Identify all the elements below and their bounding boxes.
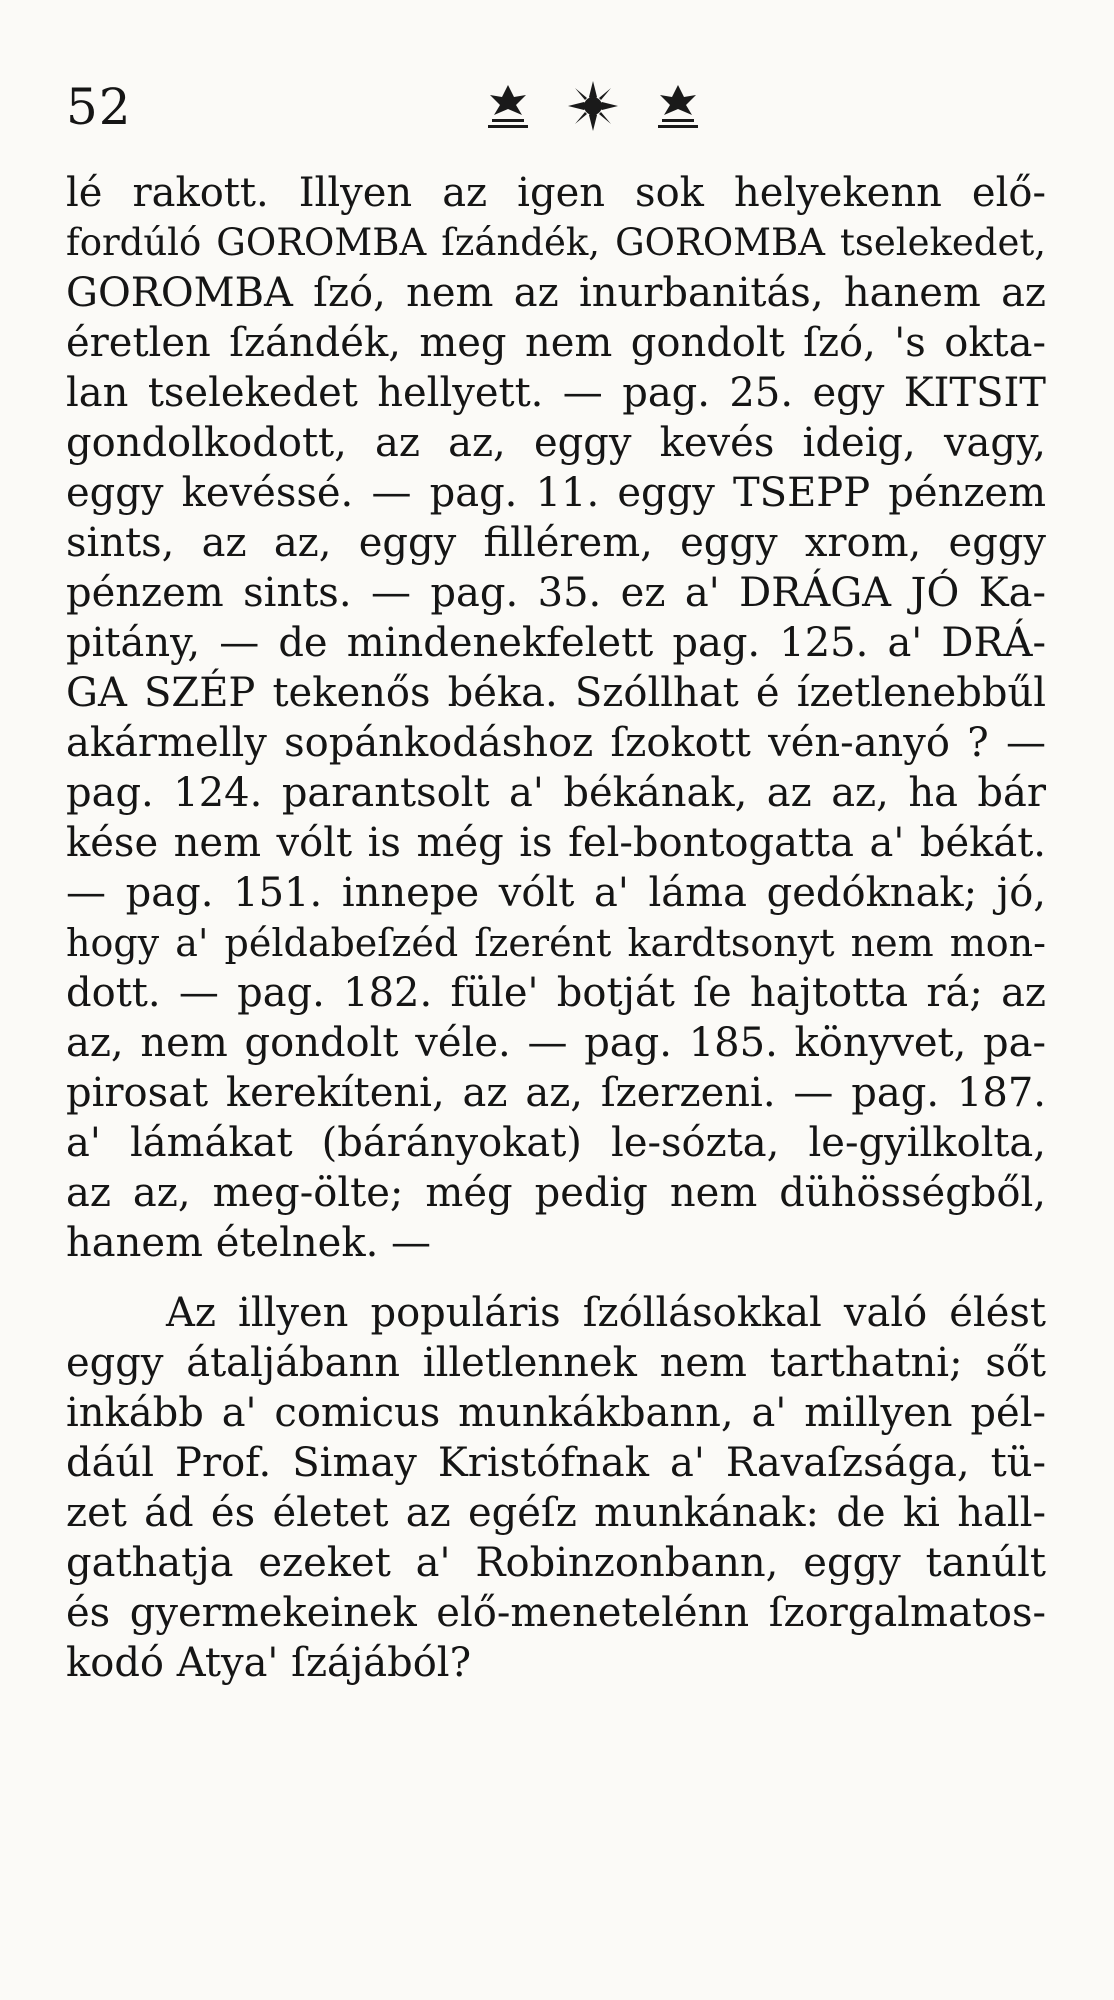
- text-line: és gyermekeinek elő-menetelénn ſzorgalmatos-: [66, 1590, 1046, 1636]
- text-line: eggy kevéssé. — pag. 11. eggy TSEPP pénzem: [66, 470, 1046, 516]
- text-line: pag. 124. parantsolt a' békának, az az, ha bár: [66, 770, 1046, 816]
- text-line: GOROMBA ſzó, nem az inurbanitás, hanem az: [66, 270, 1046, 316]
- text-line: Az illyen populáris ſzóllásokkal való élést: [166, 1290, 1046, 1336]
- text-line: pénzem sints. — pag. 35. ez a' DRÁGA JÓ Ka-: [66, 570, 1046, 616]
- star-ornament-icon: [566, 79, 620, 133]
- paragraph-2: [66, 1288, 1046, 1688]
- text-line: a' lámákat (bárányokat) le-sózta, le-gyilkolta,: [66, 1120, 1046, 1166]
- page-header: [66, 78, 1046, 138]
- text-line: kodó Atya' ſzájából?: [66, 1640, 472, 1686]
- text-line: éretlen ſzándék, meg nem gondolt ſzó, 's okta-: [66, 320, 1046, 366]
- paragraph-1: [66, 168, 1046, 1268]
- fleuron-ornament-icon: [654, 79, 702, 133]
- text-line: az, nem gondolt véle. — pag. 185. könyvet, pa-: [66, 1020, 1046, 1066]
- text-line: eggy átaljábann illetlennek nem tarthatni; sőt: [66, 1340, 1046, 1386]
- text-line: kése nem vólt is még is fel-bontogatta a' békát.: [66, 820, 1046, 866]
- fleuron-ornament-icon: [484, 79, 532, 133]
- text-line: dáúl Prof. Simay Kristófnak a' Ravaſzsága, tü-: [66, 1440, 1046, 1486]
- text-line: gondolkodott, az az, eggy kevés ideig, vagy,: [66, 420, 1046, 466]
- text-line: — pag. 151. innepe vólt a' láma gedóknak; jó,: [66, 870, 1046, 916]
- text-line: lé rakott. Illyen az igen sok helyekenn elő-: [66, 170, 1046, 216]
- text-line: hogy a' példabeſzéd ſzerént kardtsonyt nem mon-: [66, 921, 1046, 965]
- text-line: az az, meg-ölte; még pedig nem dühösségből,: [66, 1170, 1046, 1216]
- body-text: [66, 168, 1046, 1688]
- text-line: akármelly sopánkodáshoz ſzokott vén-anyó ? —: [66, 720, 1046, 766]
- page-number: 52: [66, 78, 132, 136]
- text-line: hanem ételnek. —: [66, 1220, 431, 1266]
- text-line: GA SZÉP tekenős béka. Szóllhat é ízetlenebbűl: [66, 670, 1046, 716]
- text-line: dott. — pag. 182. füle' botját ſe hajtotta rá; az: [66, 970, 1046, 1016]
- text-line: zet ád és életet az egéſz munkának: de ki hall-: [66, 1490, 1046, 1536]
- text-line: fordúló GOROMBA ſzándék, GOROMBA tselekedet,: [66, 221, 1046, 264]
- text-line: pirosat kerekíteni, az az, ſzerzeni. — pag. 187.: [66, 1070, 1046, 1116]
- text-line: sints, az az, eggy fillérem, eggy xrom, eggy: [66, 520, 1046, 566]
- text-line: inkább a' comicus munkákbann, a' millyen pél-: [66, 1390, 1046, 1436]
- text-line: gathatja ezeket a' Robinzonbann, eggy tanúlt: [66, 1540, 1046, 1586]
- text-line: lan tselekedet hellyett. — pag. 25. egy KITSIT: [66, 370, 1046, 416]
- text-line: pitány, — de mindenekfelett pag. 125. a' DRÁ-: [66, 620, 1046, 666]
- header-ornaments: [484, 78, 784, 134]
